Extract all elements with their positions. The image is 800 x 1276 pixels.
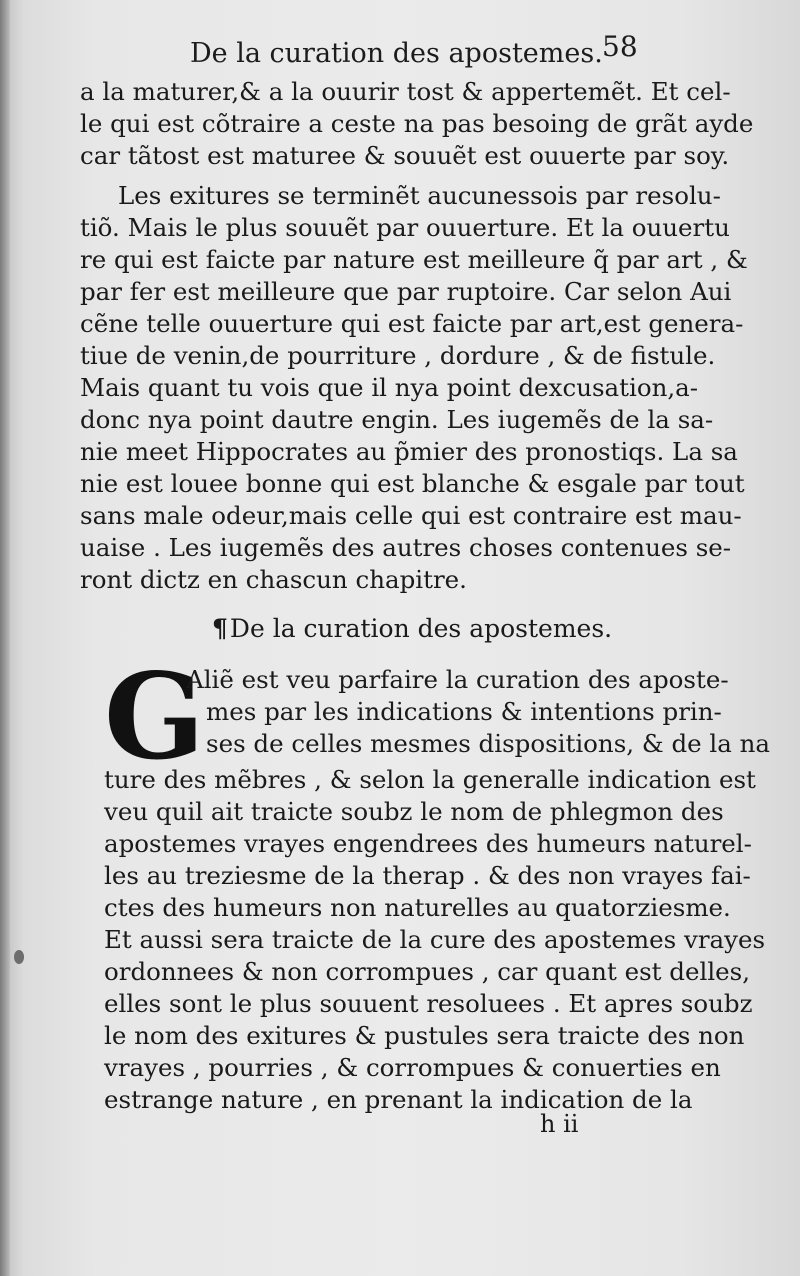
text-line: nie est louee bonne qui est blanche & esgale par tout xyxy=(80,469,745,498)
text-line: ctes des humeurs non naturelles au quatorziesme. xyxy=(104,893,731,922)
text-line: tiõ. Mais le plus souuẽt par ouuerture. Et la ouuertu xyxy=(80,213,730,242)
page-gutter xyxy=(0,0,10,1276)
text-line: elles sont le plus souuent resoluees . Et apres soubz xyxy=(104,989,753,1018)
text-line: sans male odeur,mais celle qui est contraire est mau- xyxy=(80,501,742,530)
text-line: veu quil ait traicte soubz le nom de phlegmon des xyxy=(104,797,724,826)
text-line: Mais quant tu vois que il nya point dexcusation,a- xyxy=(80,373,699,402)
text-line: Aliẽ est veu parfaire la curation des aposte- xyxy=(186,665,729,694)
text-line: ses de celles mesmes dispositions, & de la na xyxy=(206,729,771,758)
text-line: estrange nature , en prenant la indication de la xyxy=(104,1085,693,1114)
ink-speck xyxy=(14,950,24,964)
text-line: mes par les indications & intentions prin- xyxy=(206,697,722,726)
text-line: nie meet Hippocrates au p̃mier des pronostiqs. La sa xyxy=(80,437,738,466)
text-line: a la maturer,& a la ouurir tost & appertemẽt. Et cel- xyxy=(80,77,731,106)
text-line: Les exitures se terminẽt aucunessois par resolu- xyxy=(118,181,721,210)
text-line: donc nya point dautre engin. Les iugemẽs de la sa- xyxy=(80,405,714,434)
text-line: Et aussi sera traicte de la cure des apostemes vrayes xyxy=(104,925,766,954)
text-line: re qui est faicte par nature est meilleure q̃ par art , & xyxy=(80,245,748,274)
text-line: par fer est meilleure que par ruptoire. Car selon Aui xyxy=(80,277,732,306)
text-line: ront dictz en chascun chapitre. xyxy=(80,565,467,594)
text-line: vrayes , pourries , & corrompues & conuerties en xyxy=(104,1053,721,1082)
pilcrow-mark: ¶ xyxy=(212,614,228,643)
section-title: De la curation des apostemes. xyxy=(229,614,613,643)
text-line: uaise . Les iugemẽs des autres choses contenues se- xyxy=(80,533,732,562)
text-line: ture des mẽbres , & selon la generalle indication est xyxy=(104,765,756,794)
signature-mark: h ii xyxy=(540,1110,579,1138)
text-line: cẽne telle ouuerture qui est faicte par art,est genera- xyxy=(80,309,744,338)
page-number: 58 xyxy=(602,30,638,63)
drop-cap: G xyxy=(104,647,205,786)
text-line: tiue de venin,de pourriture , dordure , & de fistule. xyxy=(80,341,716,370)
text-line: apostemes vrayes engendrees des humeurs naturel- xyxy=(104,829,752,858)
text-line: car tãtost est maturee & souuẽt est ouuerte par soy. xyxy=(80,141,730,170)
text-line: les au treziesme de la therap . & des non vrayes fai- xyxy=(104,861,751,890)
text-line: le qui est cõtraire a ceste na pas besoing de grãt ayde xyxy=(80,109,754,138)
text-line: le nom des exitures & pustules sera traicte des non xyxy=(104,1021,745,1050)
section-heading xyxy=(212,614,612,643)
text-line: ordonnees & non corrompues , car quant est delles, xyxy=(104,957,751,986)
running-head: De la curation des apostemes. xyxy=(190,38,603,69)
